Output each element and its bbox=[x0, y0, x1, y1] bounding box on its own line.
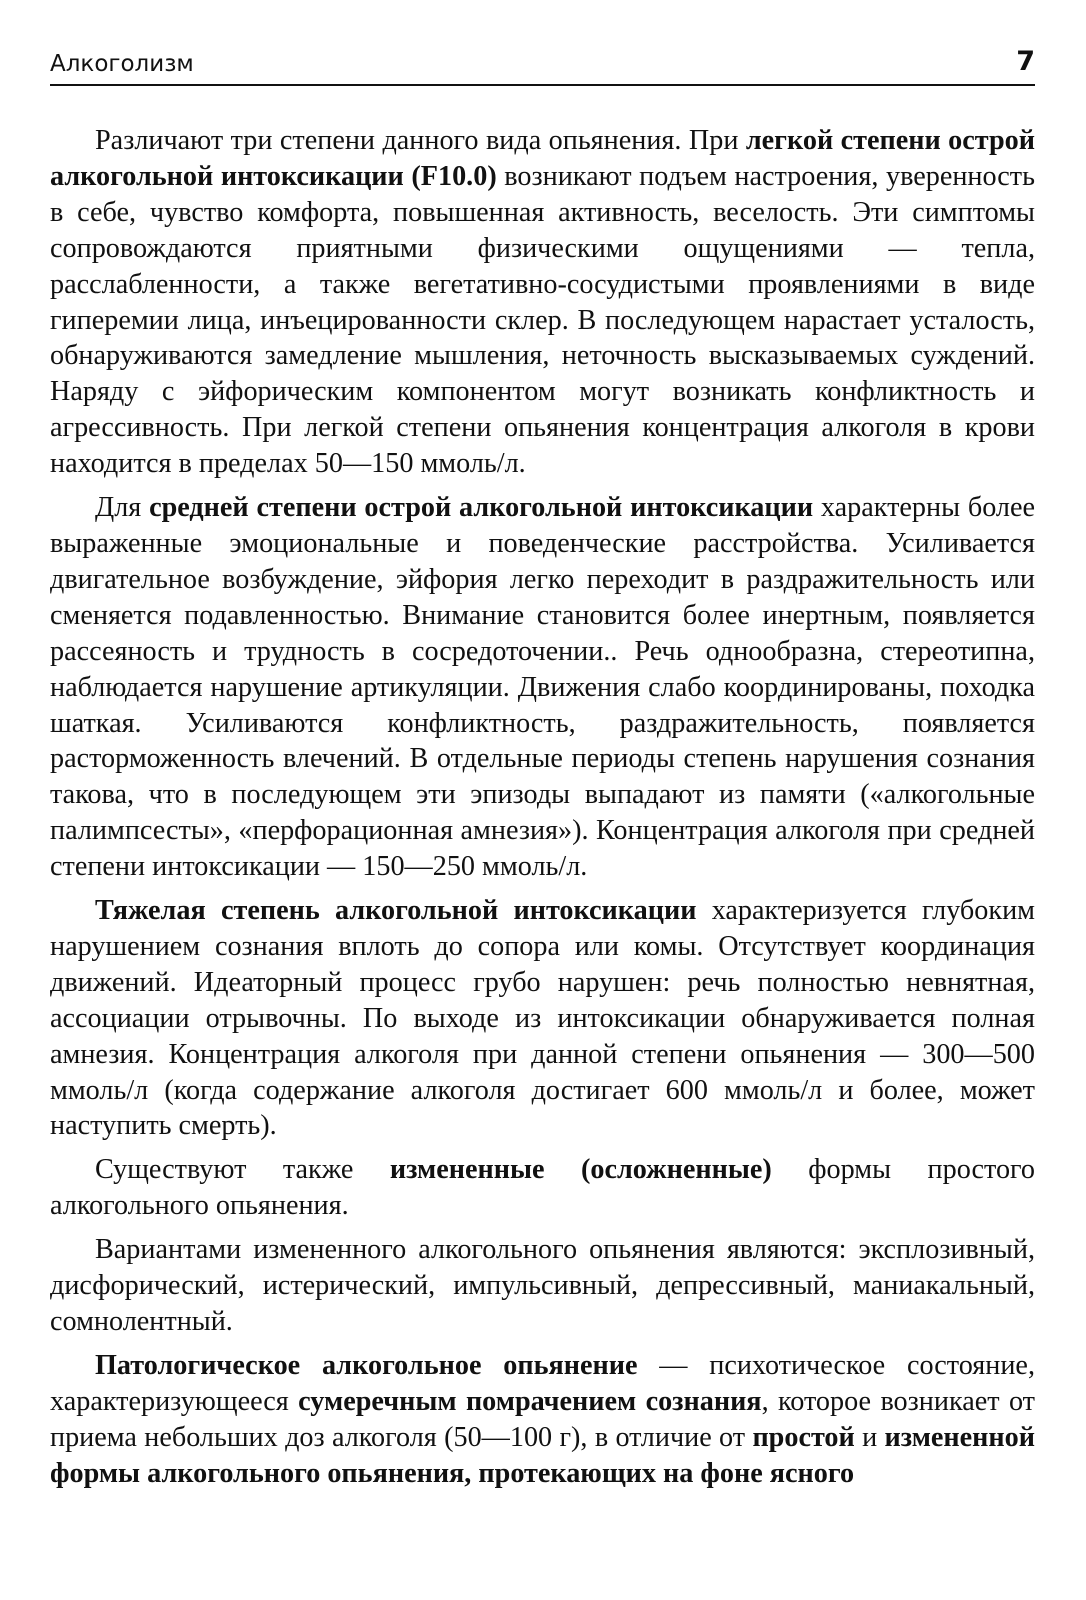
text-segment: характеризуется глубоким нарушением сознания вплоть до сопора или комы. Отсутствует координация движений. Идеаторный процесс грубо нарушен: речь полностью невнятная, ассоциации отрывочны. По выходе из интоксикации обнаруживается полная амнезия. Концентрация алкоголя при данной степени опьянения — 300—500 ммоль/л (когда содержание алкоголя достигает 600 ммоль/л и более, может наступить смерть). bbox=[50, 895, 1035, 1142]
bold-term-moderate-degree: средней степени острой алкогольной интоксикации bbox=[149, 492, 814, 524]
body-text bbox=[50, 123, 1035, 1500]
text-segment: — психотическое состояние, характеризующееся bbox=[50, 1349, 1035, 1417]
text-segment: Для bbox=[95, 492, 150, 524]
text-segment: возникают подъем настроения, уверенность в себе, чувство комфорта, повышенная активность, веселость. Эти симптомы сопровождаются приятными физическими ощущениями — тепла, расслабленности, а также вегетативно-сосудистыми проявлениями в виде гиперемии лица, инъецированности склер. В последующем нарастает усталость, обнаруживаются замедление мышления, неточность высказываемых суждений. Наряду с эйфорическим компонентом могут возникать конфликтность и агрессивность. При легкой степени опьянения концентрация алкоголя в крови находится в пределах 50—150 ммоль/л. bbox=[50, 160, 1035, 480]
text-segment: , которое возникает от приема небольших доз алкоголя (50—100 г), в отличие от bbox=[50, 1385, 1035, 1453]
paragraph-mild-intoxication bbox=[50, 123, 1035, 482]
running-title: Алкоголизм bbox=[50, 51, 194, 77]
bold-term-altered-form: измененной формы алкогольного опьянения, протекающих на фоне ясного bbox=[50, 1421, 1035, 1489]
paragraph-severe-intoxication bbox=[50, 893, 1035, 1144]
text-segment: Различают три степени данного вида опьянения. При bbox=[95, 125, 746, 156]
paragraph-pathological-intoxication bbox=[50, 1348, 1035, 1492]
bold-term-twilight-state: сумеречным помрачением сознания bbox=[298, 1385, 762, 1417]
bold-term-altered-forms: измененные (осложненные) bbox=[389, 1154, 772, 1186]
text-segment: Вариантами измененного алкогольного опьянения являются: эксплозивный, дисфорический, истерический, импульсивный, депрессивный, маниакальный, сомнолентный. bbox=[50, 1234, 1035, 1337]
paragraph-altered-forms bbox=[50, 1152, 1035, 1224]
paragraph-variants bbox=[50, 1232, 1035, 1340]
page-header bbox=[50, 34, 1035, 86]
bold-term-simple: простой bbox=[752, 1421, 855, 1453]
paragraph-moderate-intoxication bbox=[50, 490, 1035, 885]
bold-term-severe-degree: Тяжелая степень алкогольной интоксикации bbox=[95, 895, 697, 927]
page-number: 7 bbox=[1016, 46, 1035, 77]
text-segment: Существуют также bbox=[95, 1154, 390, 1186]
bold-term-mild-degree: легкой степени острой алкогольной интоксикации (F10.0) bbox=[50, 125, 1035, 192]
text-segment: и bbox=[854, 1421, 885, 1453]
text-segment: характерны более выраженные эмоциональные и поведенческие расстройства. Усиливается двигательное возбуждение, эйфория легко переходит в раздражительность или сменяется подавленностью. Внимание становится более инертным, появляется рассеяность и трудность в сосредоточении.. Речь однообразна, стереотипна, наблюдается нарушение артикуляции. Движения слабо координированы, походка шаткая. Усиливаются конфликтность, раздражительность, появляется расторможенность влечений. В отдельные периоды степень нарушения сознания такова, что в последующем эти эпизоды выпадают из памяти («алкогольные палимпсесты», «перфорационная амнезия»). Концентрация алкоголя при средней степени интоксикации — 150—250 ммоль/л. bbox=[50, 492, 1035, 883]
text-segment: формы простого алкогольного опьянения. bbox=[50, 1154, 1035, 1222]
bold-term-pathological: Патологическое алкогольное опьянение bbox=[95, 1349, 638, 1381]
